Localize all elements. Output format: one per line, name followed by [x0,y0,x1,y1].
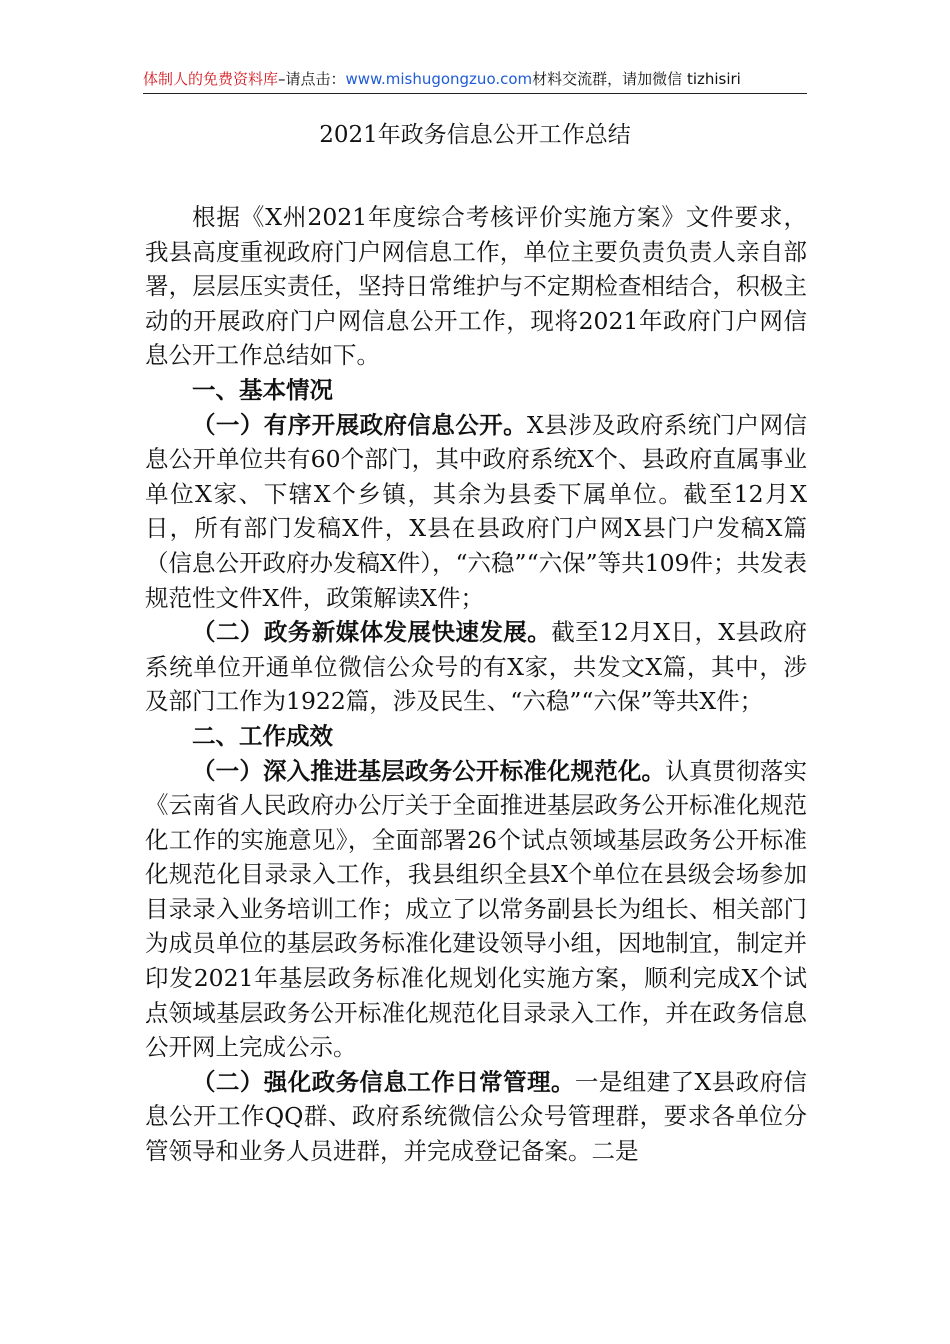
header-link[interactable]: www.mishugongzuo.com [345,70,533,88]
section-heading-basic: 一、基本情况 [192,375,333,404]
paragraph-lead: （一）深入推进基层政务公开标准化规范化。 [192,756,666,785]
paragraph-standardization [145,754,807,1065]
paragraph-lead: （二）强化政务信息工作日常管理。 [192,1067,575,1096]
section-heading-results: 二、工作成效 [192,721,333,750]
paragraph-new-media [145,615,807,719]
paragraph-text: 一是组建了X县政府信息公开工作QQ群、政府系统微信公众号管理群，要求各单位分管领导和业务人员进群，并完成登记备案。二是 [145,1067,807,1166]
source-header [143,66,807,92]
paragraph-text: 截至12月X日，X县政府系统单位开通单位微信公众号的有X家，共发文X篇，其中，涉及部门工作为1922篇，涉及民生、“六稳”“六保”等共X件； [145,618,808,716]
header-brand: 体制人的免费资料库 [143,70,279,88]
header-tail: 材料交流群，请加微信 tizhisiri [532,70,741,88]
paragraph-text: X县涉及政府系统门户网信息公开单位共有60个部门，其中政府系统X个、县政府直属事业单位X家、下辖X个乡镇，其余为县委下属单位。截至12月X日，所有部门发稿X件，X县在县政府门户网X县门户发稿X篇（信息公开政府办发稿X件），“六稳”“六保”等共109件；共发表规范性文件X件，政策解读X件； [145,410,807,612]
paragraph-daily-management [145,1065,807,1169]
paragraph-info-disclosure [145,408,807,616]
header-prompt: –请点击： [278,70,346,88]
paragraph-lead: （二）政务新媒体发展快速发展。 [192,618,552,647]
header-divider [143,93,807,94]
paragraph-text: 认真贯彻落实《云南省人民政府办公厅关于全面推进基层政务公开标准化规范化工作的实施意见》，全面部署26个试点领域基层政务公开标准化规范化目录录入工作，我县组织全县X个单位在县级会场参加目录录入业务培训工作；成立了以常务副县长为组长、相关部门为成员单位的基层政务标准化建设领导小组，因地制宜，制定并印发2021年基层政务标准化规划化实施方案，顺利完成X个试点领域基层政务公开标准化规范化目录录入工作，并在政务信息公开网上完成公示。 [145,756,808,1062]
document-body [145,200,807,1169]
intro-paragraph: 根据《X州2021年度综合考核评价实施方案》文件要求，我县高度重视政府门户网信息工作，单位主要负责负责人亲自部署，层层压实责任，坚持日常维护与不定期检查相结合，积极主动的开展政府门户网信息公开工作，现将2021年政府门户网信息公开工作总结如下。 [145,203,807,370]
document-title: 2021年政务信息公开工作总结 [319,122,631,148]
paragraph-lead: （一）有序开展政府信息公开。 [192,410,528,439]
